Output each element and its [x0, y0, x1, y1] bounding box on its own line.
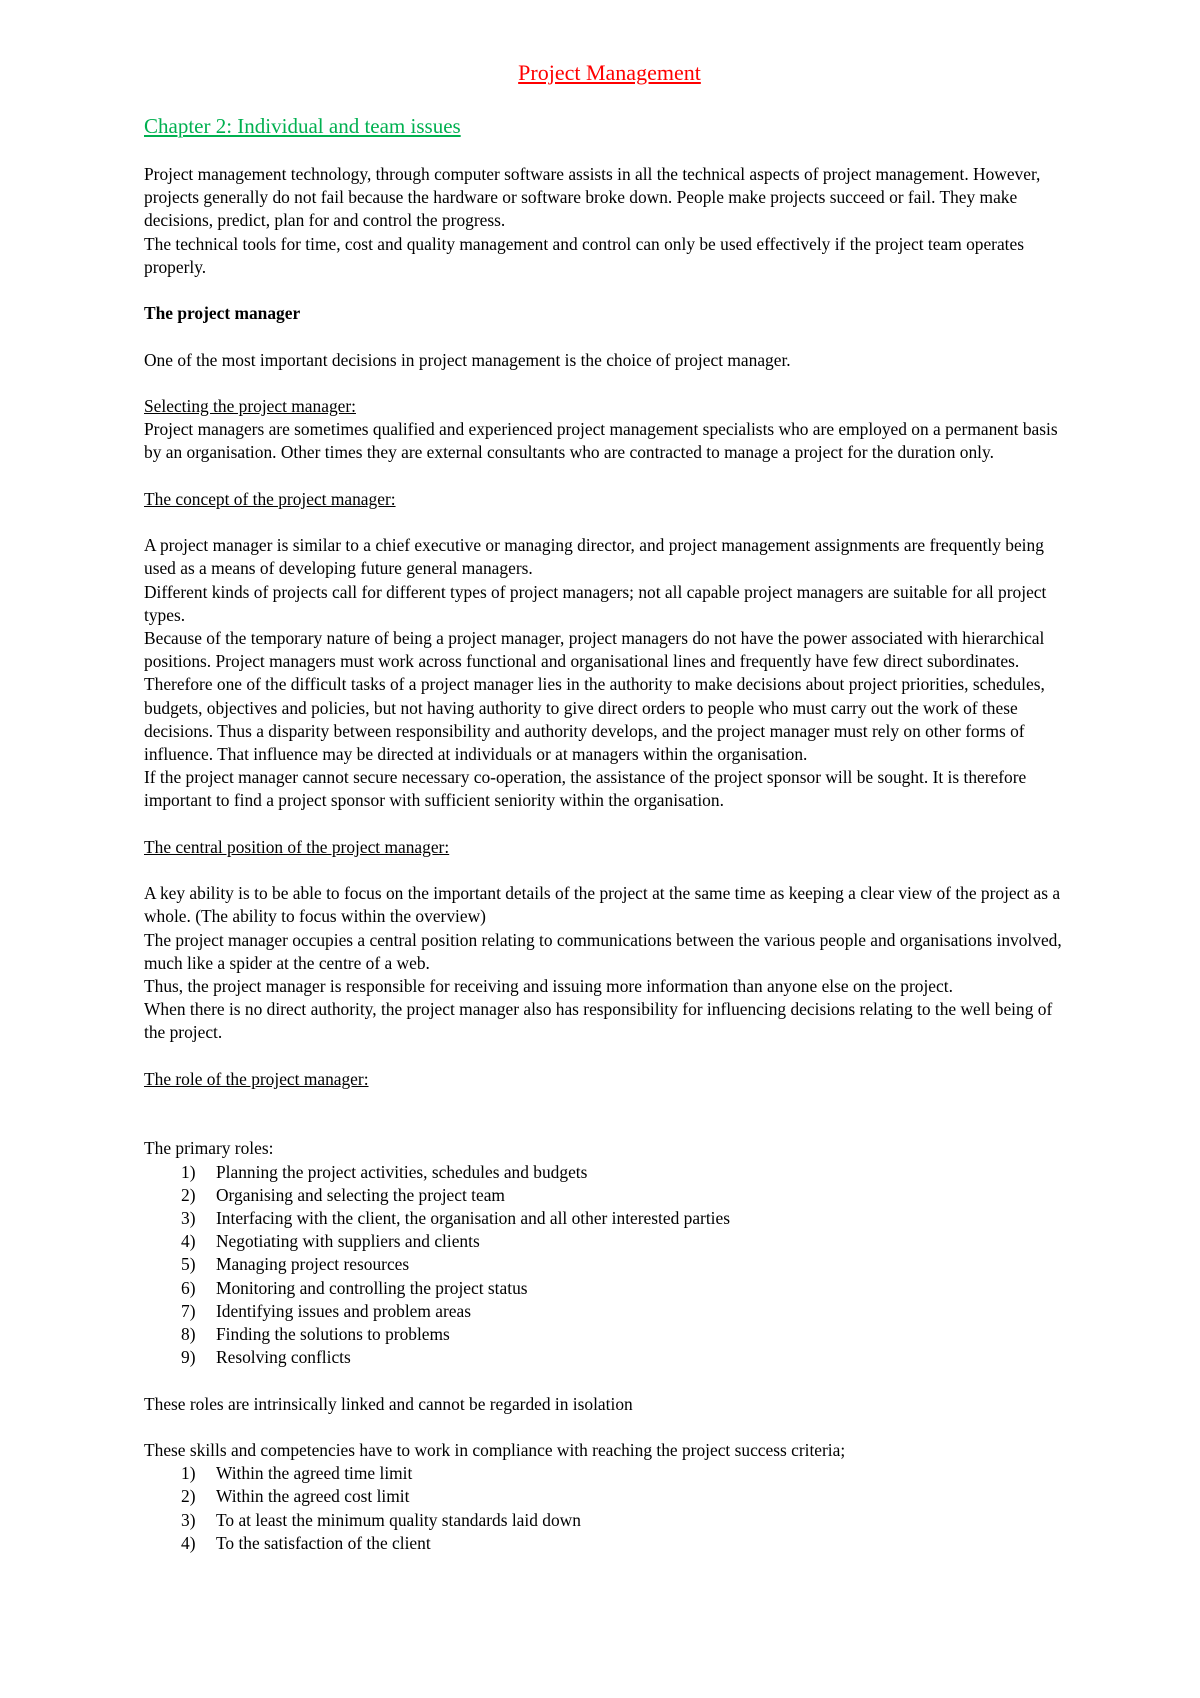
- document-title: Project Management: [518, 60, 701, 85]
- list-item: 3) To at least the minimum quality standards laid down: [181, 1509, 581, 1530]
- selecting-section: [144, 395, 1075, 465]
- list-item: 2) Within the agreed cost limit: [181, 1486, 410, 1507]
- subheading-central: The central position of the project manager:: [144, 836, 450, 857]
- central-paragraph: The project manager occupies a central position relating to communications between the various people and organisations involved, much like a spider at the centre of a web.: [144, 929, 1062, 973]
- list-item: 1) Planning the project activities, schedules and budgets: [181, 1161, 588, 1182]
- concept-paragraph: Because of the temporary nature of being a project manager, project managers do not have the power associated with hierarchical positions. Project managers must work across functional and organisational lines and frequently have few direct subordinates. Therefore one of the difficult tasks of a project manager lies in the authority to make decisions about project priorities, schedules, budgets, objectives and policies, but not having authority to give direct orders to people who must carry out the work of these decisions. Thus a disparity between responsibility and authority develops, and the project manager must rely on other forms of influence. That influence may be directed at individuals or at managers within the organisation.: [144, 627, 1045, 764]
- list-item: 4) To the satisfaction of the client: [181, 1532, 431, 1553]
- list-item: 3) Interfacing with the client, the organisation and all other interested parties: [181, 1208, 730, 1228]
- central-section: [144, 882, 1075, 1044]
- roles-linked-note: These roles are intrinsically linked and cannot be regarded in isolation: [144, 1393, 633, 1414]
- primary-roles-label: The primary roles:: [144, 1138, 274, 1159]
- success-criteria-section: [144, 1439, 1075, 1555]
- intro-paragraph: Project management technology, through computer software assists in all the technical aspects of project management. However, projects generally do not fail because the hardware or software broke down. People make projects succeed or fail. They make decisions, predict, plan for and control the progress.: [144, 164, 1041, 231]
- pm-intro-paragraph: One of the most important decisions in project management is the choice of project manager.: [144, 349, 791, 370]
- list-item: 7) Identifying issues and problem areas: [181, 1300, 471, 1321]
- concept-paragraph: Different kinds of projects call for different types of project managers; not all capable project managers are suitable for all project types.: [144, 581, 1047, 625]
- list-item: 5) Managing project resources: [181, 1254, 410, 1275]
- concept-paragraph: If the project manager cannot secure necessary co-operation, the assistance of the project sponsor will be sought. It is therefore important to find a project sponsor with sufficient seniority within the organisation.: [144, 767, 1027, 811]
- primary-roles-list: [144, 1161, 1075, 1370]
- chapter-heading: Chapter 2: Individual and team issues: [144, 114, 461, 138]
- success-criteria-list: [144, 1462, 1075, 1555]
- selecting-paragraph: Project managers are sometimes qualified and experienced project management specialists who are employed on a permanent basis by an organisation. Other times they are external consultants who are contracted to manage a project for the duration only.: [144, 419, 1058, 463]
- central-paragraph: A key ability is to be able to focus on the important details of the project at the same time as keeping a clear view of the project as a whole. (The ability to focus within the overview): [144, 883, 1061, 927]
- list-item: 1) Within the agreed time limit: [181, 1463, 413, 1484]
- primary-roles-section: [144, 1137, 1075, 1369]
- intro-section: [144, 163, 1075, 279]
- subheading-selecting: Selecting the project manager:: [144, 395, 356, 416]
- list-item: 6) Monitoring and controlling the project status: [181, 1277, 528, 1298]
- central-paragraph: Thus, the project manager is responsible for receiving and issuing more information than anyone else on the project.: [144, 976, 953, 996]
- intro-paragraph: The technical tools for time, cost and quality management and control can only be used effectively if the project team operates properly.: [144, 233, 1025, 277]
- list-item: 8) Finding the solutions to problems: [181, 1324, 450, 1345]
- concept-paragraph: A project manager is similar to a chief executive or managing director, and project management assignments are frequently being used as a means of developing future general managers.: [144, 535, 1044, 579]
- list-item: 4) Negotiating with suppliers and clients: [181, 1231, 480, 1252]
- central-paragraph: When there is no direct authority, the project manager also has responsibility for influencing decisions relating to the well being of the project.: [144, 999, 1053, 1043]
- section-heading-project-manager: The project manager: [144, 303, 301, 324]
- list-item: 9) Resolving conflicts: [181, 1347, 351, 1368]
- list-item: 2) Organising and selecting the project team: [181, 1184, 505, 1205]
- concept-section: [144, 534, 1075, 812]
- success-criteria-label: These skills and competencies have to work in compliance with reaching the project success criteria;: [144, 1440, 846, 1460]
- subheading-role: The role of the project manager:: [144, 1068, 369, 1089]
- subheading-concept: The concept of the project manager:: [144, 488, 396, 509]
